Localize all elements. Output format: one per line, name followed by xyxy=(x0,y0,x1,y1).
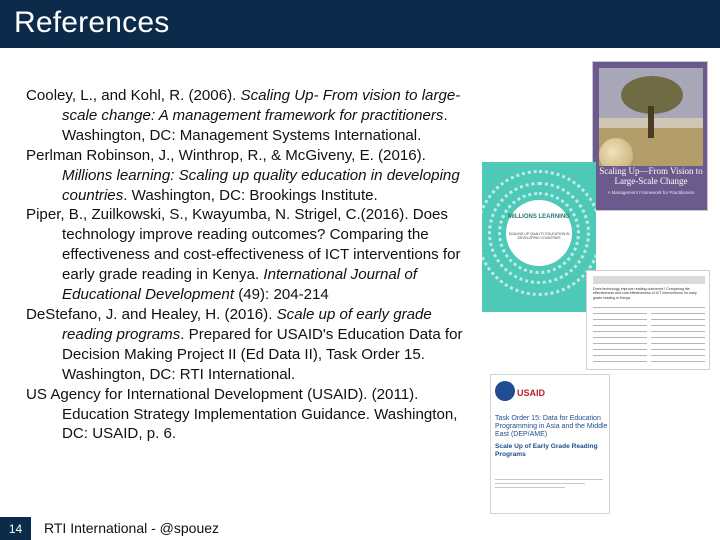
millions-learning-cover-subtitle: SCALING UP QUALITY EDUCATION IN DEVELOPING COUNTRIES xyxy=(508,232,570,241)
tree-photo xyxy=(599,68,703,166)
scaling-up-cover-image xyxy=(592,61,708,211)
text-line xyxy=(651,313,705,314)
scaling-up-cover-title: Scaling Up—From Vision to Large-Scale Change xyxy=(599,166,703,186)
seed-shape xyxy=(599,138,633,166)
title-bar xyxy=(0,0,720,48)
scaling-up-cover-subtitle: A Management Framework for Practitioners xyxy=(607,190,695,195)
journal-article-image xyxy=(586,270,710,370)
reference-item xyxy=(26,86,476,146)
text-line xyxy=(495,479,603,480)
page-number: 14 xyxy=(0,517,31,540)
reference-list xyxy=(26,86,476,444)
text-line xyxy=(593,319,647,320)
usaid-report-task-order: Task Order 15: Data for Education Programming in Asia and the Middle East (DEP/AME) xyxy=(495,415,608,438)
reference-text: Perlman Robinson, J., Winthrop, R., & McGiveny, E. (2016). xyxy=(26,146,426,164)
millions-learning-cover-title: MILLIONS LEARNING xyxy=(508,214,570,220)
text-line xyxy=(593,361,647,362)
text-line xyxy=(651,355,705,356)
text-line xyxy=(593,343,647,344)
text-line xyxy=(593,325,647,326)
reference-title: Millions learning: Scaling up quality education in developing countries xyxy=(62,166,460,204)
usaid-report-cover-image xyxy=(490,374,610,514)
reference-item xyxy=(26,205,476,305)
text-line xyxy=(651,337,705,338)
reference-text: . Washington, DC: Management Systems International. xyxy=(62,106,448,144)
reference-text: (49): 204-214 xyxy=(234,286,329,304)
text-line xyxy=(593,307,705,308)
text-line xyxy=(651,361,705,362)
text-line xyxy=(651,343,705,344)
reference-item xyxy=(26,385,476,445)
reference-text: . Prepared for USAID's Education Data for Decision Making Project II (Ed Data II), Task Order 15. Washington, DC: RTI International. xyxy=(62,325,463,383)
text-line xyxy=(651,325,705,326)
reference-title: International Journal of Educational Development xyxy=(62,266,417,304)
reference-item xyxy=(26,146,476,206)
text-line xyxy=(495,487,565,488)
reference-text: Piper, B., Zuilkowski, S., Kwayumba, N. Strigel, C.(2016). Does technology improve reading outcomes? Comparing the effectiveness and cost-effectiveness of ICT interventions for early grade reading in Kenya. xyxy=(26,206,461,284)
tree-trunk-shape xyxy=(648,106,654,138)
footer-text: RTI International - @spouez xyxy=(44,520,220,536)
text-line xyxy=(593,313,647,314)
reference-title: Scaling Up- From vision to large-scale change: A management framework for practitioners xyxy=(62,87,461,124)
text-line xyxy=(593,349,647,350)
slide-footer xyxy=(0,514,720,540)
text-line xyxy=(495,483,585,484)
slide-title: References xyxy=(14,6,170,39)
text-line xyxy=(593,355,647,356)
text-line xyxy=(651,349,705,350)
reference-text: US Agency for International Development (USAID). (2011). Education Strategy Implementation Guidance. Washington, DC: USAID, p. 6. xyxy=(26,385,458,443)
text-line xyxy=(593,337,647,338)
usaid-report-title: Scale Up of Early Grade Reading Programs xyxy=(495,443,598,458)
journal-header-bar xyxy=(593,276,705,284)
usaid-logo-text: USAID xyxy=(517,388,546,398)
text-line xyxy=(651,331,705,332)
reference-text: DeStefano, J. and Healey, H. (2016). xyxy=(26,305,277,323)
reference-text: . Washington, DC: Brookings Institute. xyxy=(123,186,378,204)
reference-item xyxy=(26,305,476,385)
text-line xyxy=(593,331,647,332)
millions-learning-cover-image xyxy=(482,162,596,312)
reference-title: Scale up of early grade reading programs xyxy=(62,305,432,343)
reference-text: Cooley, L., and Kohl, R. (2006). xyxy=(26,87,241,104)
text-line xyxy=(651,319,705,320)
journal-article-title: Does technology improve reading outcomes? Comparing the effectiveness and cost-effectiveness of ICT interventions for early grade reading in Kenya xyxy=(593,287,697,300)
